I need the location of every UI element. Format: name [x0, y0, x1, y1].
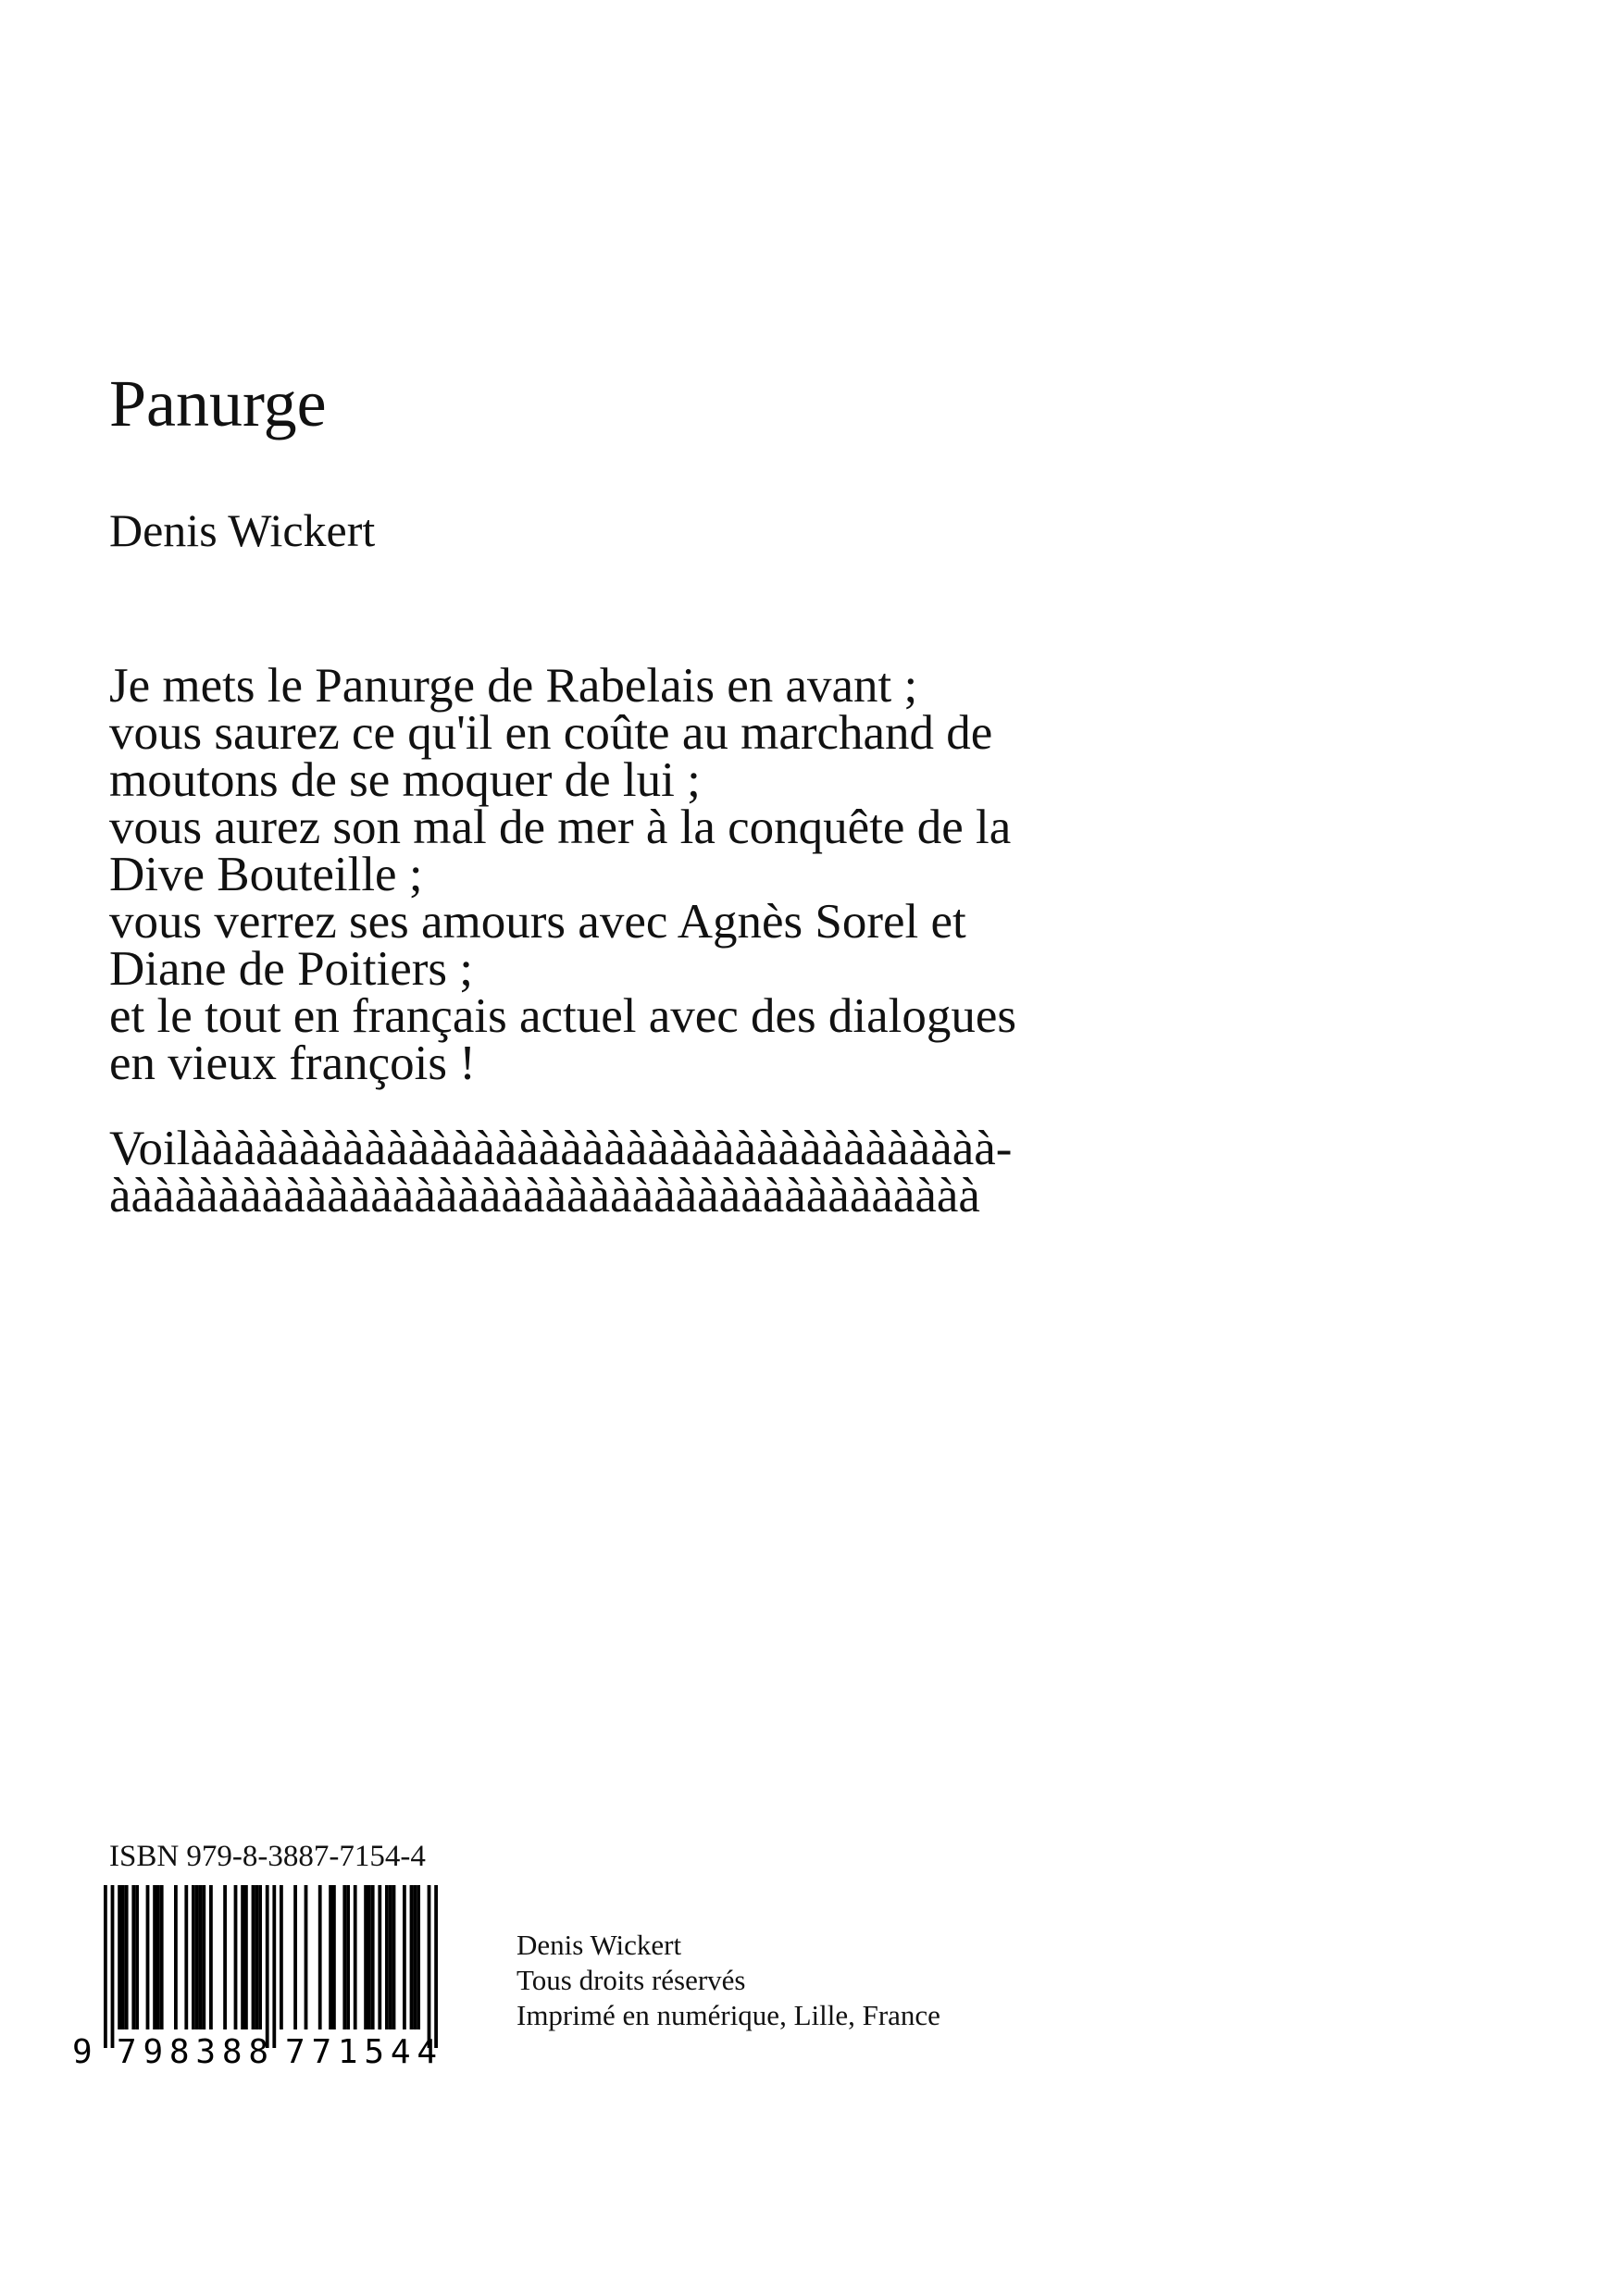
barcode-bar — [195, 1885, 199, 2029]
barcode-bar — [118, 1885, 121, 2029]
barcode-bar — [146, 1885, 150, 2029]
barcode-bar — [125, 1885, 129, 2029]
barcode-bar — [354, 1885, 357, 2029]
barcode-bar — [293, 1885, 297, 2029]
barcode-bar — [153, 1885, 156, 2029]
imprint-printed: Imprimé en numérique, Lille, France — [517, 1999, 940, 2031]
blurb-line: Dive Bouteille ; — [109, 848, 423, 901]
isbn-label: ISBN 979-8-3887-7154-4 — [109, 1840, 426, 1873]
blurb-line: moutons de se moquer de lui ; — [109, 753, 701, 807]
blurb-line: vous verrez ses amours avec Agnès Sorel et — [109, 895, 966, 949]
barcode-guard-bar — [266, 1885, 269, 2048]
barcode-bar — [410, 1885, 414, 2029]
barcode-guard-bar — [104, 1885, 107, 2048]
voila-exclamation — [109, 1122, 1013, 1222]
blurb-line: vous aurez son mal de mer à la conquête de la — [109, 800, 1012, 854]
barcode-bar — [192, 1885, 195, 2029]
barcode-bar — [234, 1885, 238, 2029]
barcode-bar — [332, 1885, 336, 2029]
barcode-bar — [417, 1885, 420, 2029]
barcode-bar — [364, 1885, 367, 2029]
barcode-bar — [156, 1885, 160, 2029]
barcode-bar — [329, 1885, 332, 2029]
barcode-bar — [342, 1885, 346, 2029]
barcode-bar — [258, 1885, 262, 2029]
blurb-line: et le tout en français actuel avec des dialogues — [109, 989, 1017, 1043]
barcode-bar — [367, 1885, 371, 2029]
barcode-bar — [202, 1885, 205, 2029]
barcode-guard-bar — [434, 1885, 438, 2048]
barcode-bar — [413, 1885, 417, 2029]
imprint-author: Denis Wickert — [517, 1929, 682, 1961]
barcode-bar — [280, 1885, 283, 2029]
barcode-guard-bar — [272, 1885, 276, 2048]
barcode-bar — [209, 1885, 213, 2029]
blurb-line: vous saurez ce qu'il en coûte au marchand de — [109, 706, 993, 760]
barcode-bar — [241, 1885, 244, 2029]
isbn-barcode — [63, 1881, 461, 2066]
barcode-bar — [389, 1885, 392, 2029]
voila-line: Voilààààààààààààààààààààààààààààààààààààà- — [109, 1122, 1013, 1175]
barcode-bar — [199, 1885, 203, 2029]
barcode-bar — [318, 1885, 322, 2029]
barcode-bar — [160, 1885, 164, 2029]
barcode-bar — [135, 1885, 139, 2029]
barcode-bars — [104, 1885, 438, 2048]
blurb-line: en vieux françois ! — [109, 1036, 476, 1090]
barcode-bar — [385, 1885, 389, 2029]
barcode-digit-first: 9 — [72, 2033, 93, 2066]
barcode-digits-left: 798388 — [117, 2033, 268, 2066]
barcode-bar — [131, 1885, 135, 2029]
blurb-line: Diane de Poitiers ; — [109, 942, 473, 996]
barcode-guard-bar — [428, 1885, 431, 2048]
barcode-bar — [255, 1885, 258, 2029]
barcode-bar — [371, 1885, 375, 2029]
barcode-bar — [223, 1885, 227, 2029]
barcode-guard-bar — [111, 1885, 115, 2048]
barcode-bar — [174, 1885, 178, 2029]
barcode-bar — [346, 1885, 350, 2029]
barcode-bar — [244, 1885, 248, 2029]
barcode-bar — [403, 1885, 406, 2029]
blurb-line: Je mets le Panurge de Rabelais en avant ; — [109, 659, 918, 713]
imprint-rights: Tous droits réservés — [517, 1964, 746, 1996]
barcode-digits-right: 771544 — [285, 2033, 437, 2066]
barcode-bar — [121, 1885, 125, 2029]
back-cover-blurb — [109, 659, 1331, 1090]
barcode-bar — [184, 1885, 188, 2029]
book-title: Panurge — [109, 366, 327, 441]
barcode-bar — [252, 1885, 255, 2029]
barcode-bar — [305, 1885, 308, 2029]
barcode-bar — [378, 1885, 381, 2029]
book-author: Denis Wickert — [109, 504, 376, 556]
imprint-block — [517, 1928, 940, 2033]
voila-line: àààààààààààààààààààààààààààààààààààààààà — [109, 1169, 980, 1222]
barcode-bar — [392, 1885, 396, 2029]
barcode-graphic — [63, 1881, 461, 2066]
